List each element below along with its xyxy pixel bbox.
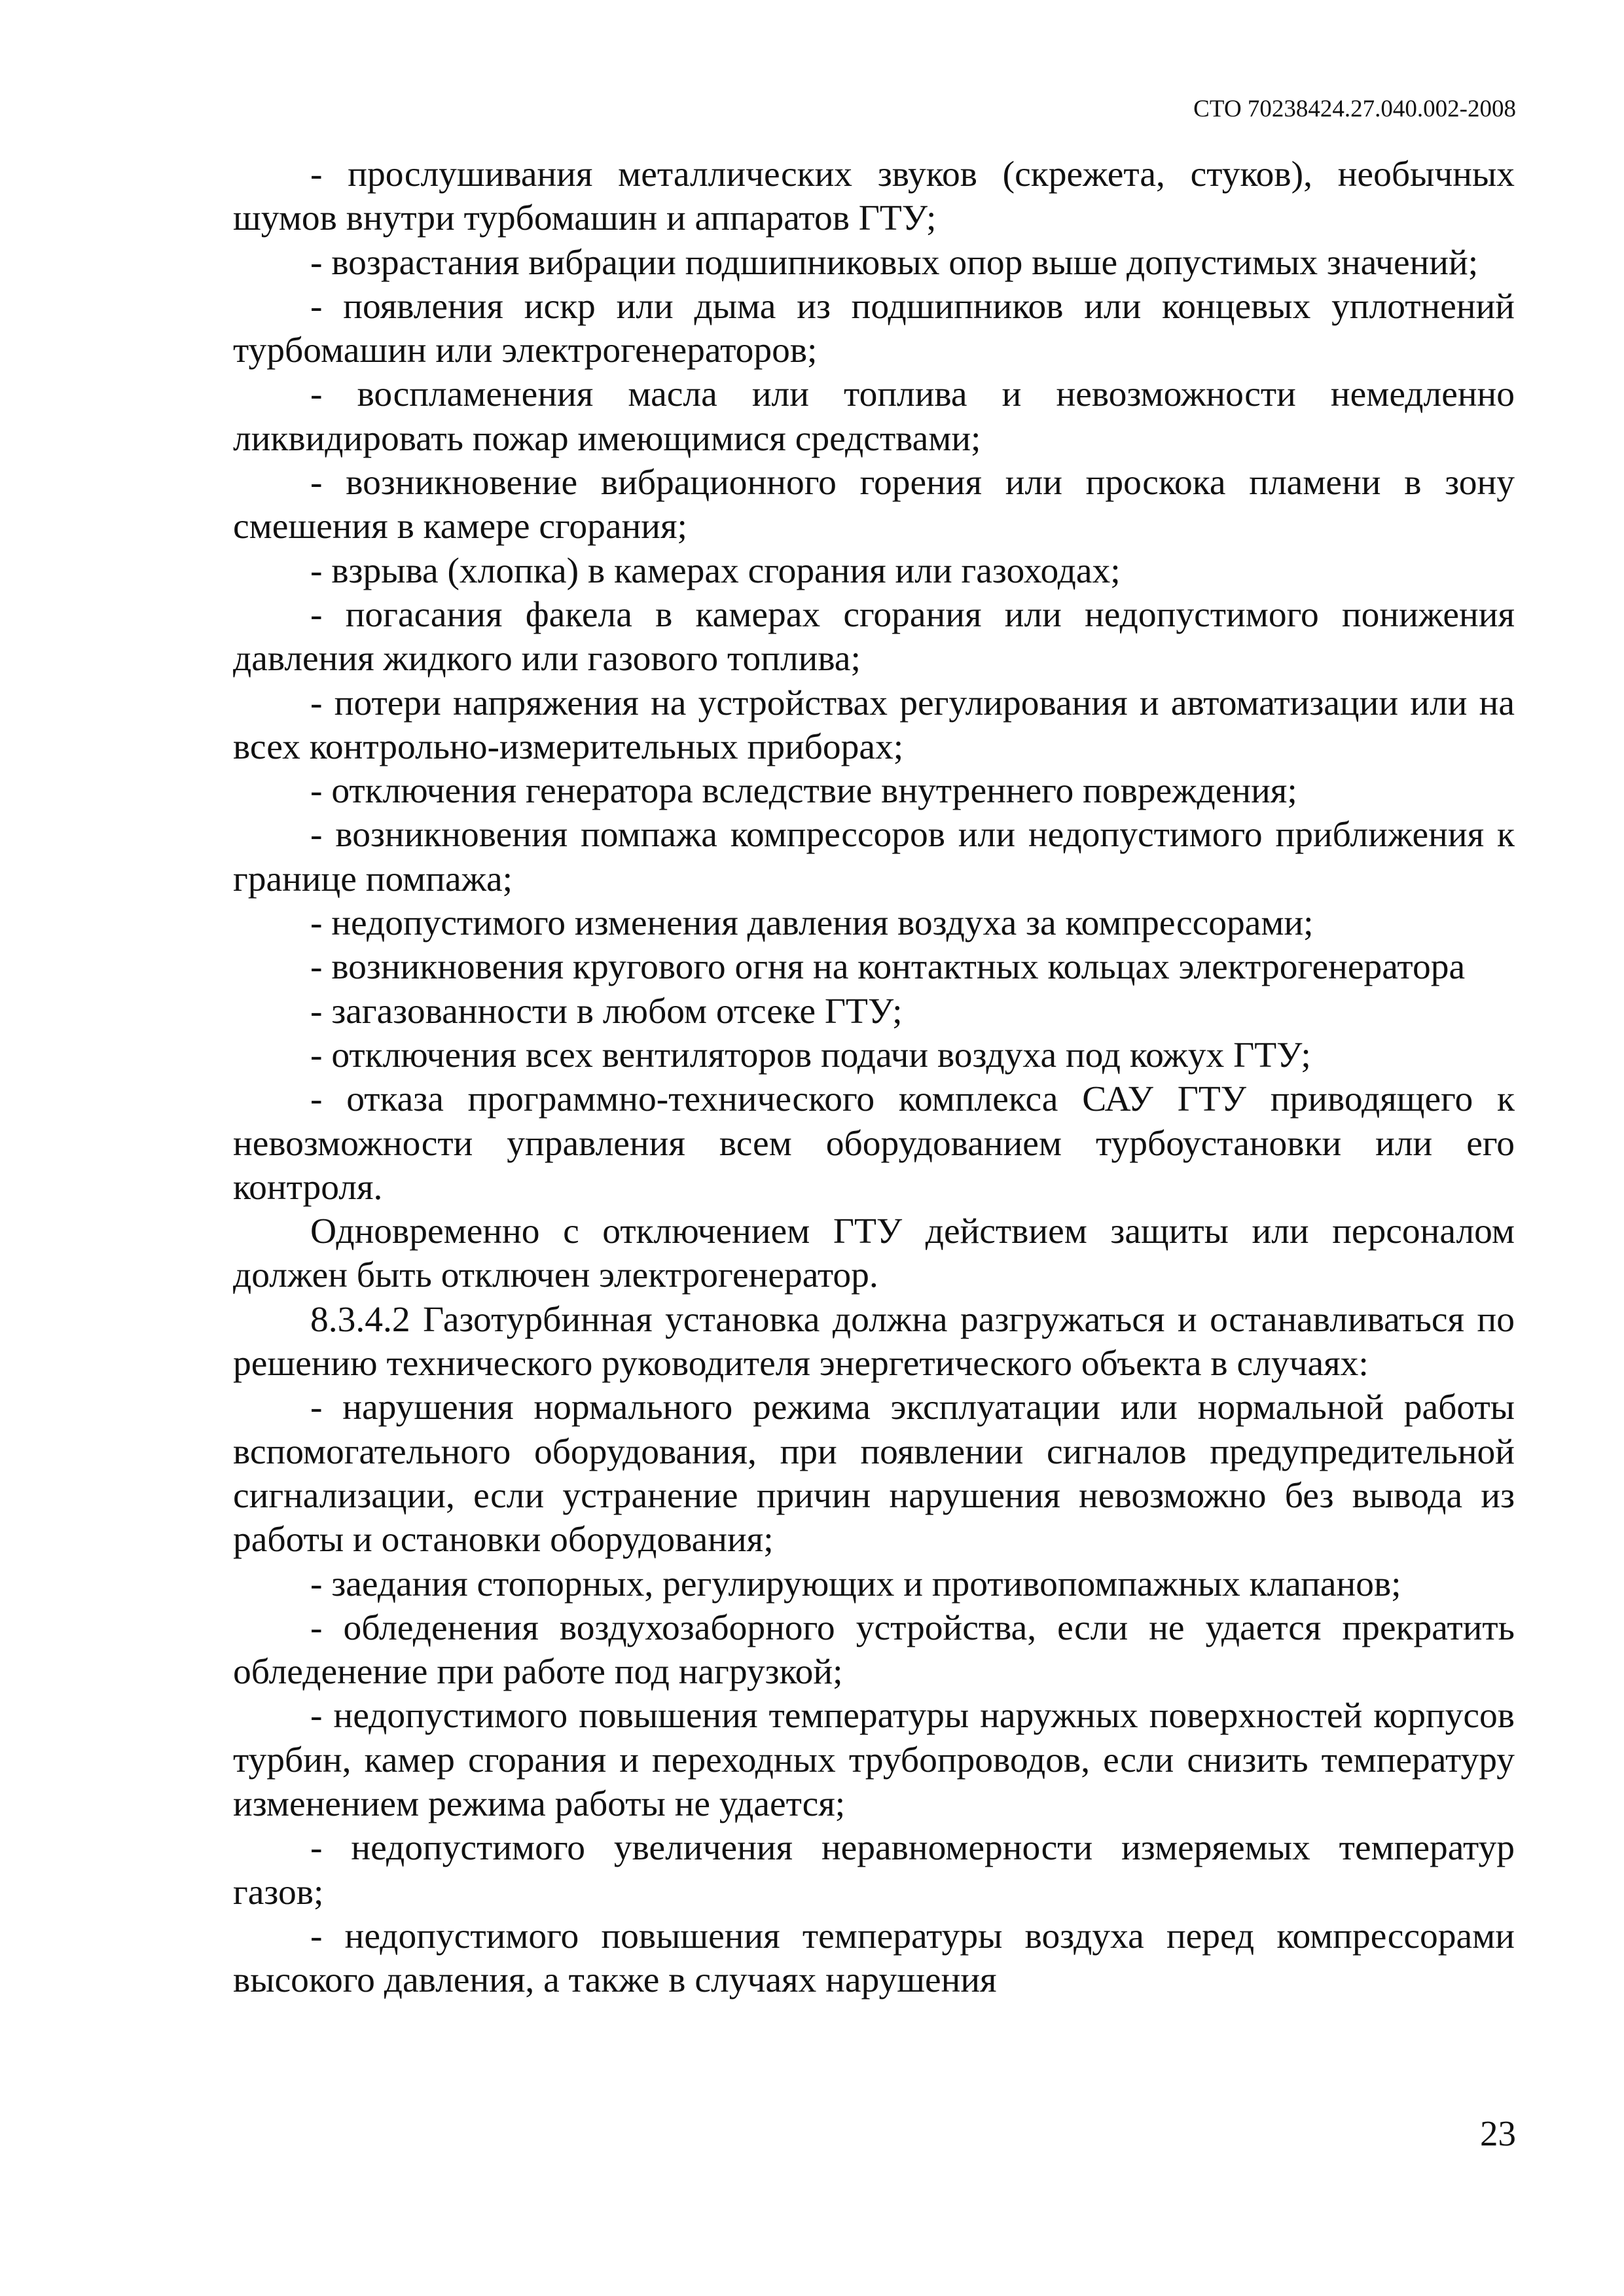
list-item-vibration: - возрастания вибрации подшипниковых опор выше допустимых значений;: [310, 242, 1479, 283]
list-item-ring-fire: - возникновения кругового огня на контактных кольцах электрогенератора: [310, 947, 1466, 988]
list-item-vibration-combustion: - возникновение вибрационного горения или проскока пламени в зону смешения в камере сгорания;: [233, 463, 1515, 547]
paragraph-generator-disconnect: Одновременно с отключением ГТУ действием защиты или персоналом должен быть отключен электрогенератор.: [233, 1211, 1515, 1296]
list-item-compressor-surge: - возникновения помпажа компрессоров или недопустимого приближения к границе помпажа;: [233, 815, 1515, 899]
list-item-valve-seizure: - заедания стопорных, регулирующих и противопомпажных клапанов;: [310, 1564, 1401, 1604]
list-item-flame-out: - погасания факела в камерах сгорания или недопустимого понижения давления жидкого или газового топлива;: [233, 594, 1515, 679]
list-item-air-pressure: - недопустимого изменения давления воздуха за компрессорами;: [310, 903, 1314, 944]
page-body-text: [233, 152, 1515, 2002]
section-8-3-4-2: 8.3.4.2 Газотурбинная установка должна разгружаться и останавливаться по решению технического руководителя энергетического объекта в случаях:: [233, 1299, 1515, 1384]
list-item-temperature-unevenness: - недопустимого увеличения неравномерности измеряемых температур газов;: [233, 1828, 1515, 1912]
list-item-explosion: - взрыва (хлопка) в камерах сгорания или газоходах;: [310, 550, 1121, 591]
list-item-control-failure: - отказа программно-технического комплекса САУ ГТУ приводящего к невозможности управления всем оборудованием турбоустановки или его контроля.: [233, 1079, 1515, 1208]
list-item-generator-trip: - отключения генератора вследствие внутреннего повреждения;: [310, 771, 1297, 812]
list-item-surface-temperature: - недопустимого повышения температуры наружных поверхностей корпусов турбин, камер сгорания и переходных трубопроводов, если снизить температуру изменением режима работы не удается;: [233, 1696, 1515, 1824]
list-item-icing: - обледенения воздухозаборного устройства, если не удается прекратить обледенение при работе под нагрузкой;: [233, 1607, 1515, 1693]
page-number: 23: [1480, 2113, 1516, 2153]
list-item-metal-sounds: - прослушивания металлических звуков (скрежета, стуков), необычных шумов внутри турбомашин и аппаратов ГТУ;: [233, 154, 1515, 239]
document-code-header: СТО 70238424.27.040.002-2008: [1193, 96, 1516, 122]
list-item-gas-contamination: - загазованности в любом отсеке ГТУ;: [310, 991, 903, 1031]
list-item-fans-off: - отключения всех вентиляторов подачи воздуха под кожух ГТУ;: [310, 1035, 1311, 1075]
list-item-operation-violation: - нарушения нормального режима эксплуатации или нормальной работы вспомогательного оборудования, при появлении сигналов предупредительной сигнализации, если устранение причин нарушения невозможно без вывода из работы и остановки оборудования;: [233, 1388, 1515, 1560]
list-item-air-temperature: - недопустимого повышения температуры воздуха перед компрессорами высокого давления, а также в случаях нарушения: [233, 1916, 1515, 2001]
list-item-sparks-smoke: - появления искр или дыма из подшипников или концевых уплотнений турбомашин или электрогенераторов;: [233, 286, 1515, 371]
list-item-oil-ignition: - воспламенения масла или топлива и невозможности немедленно ликвидировать пожар имеющимися средствами;: [233, 374, 1515, 459]
list-item-voltage-loss: - потери напряжения на устройствах регулирования и автоматизации или на всех контрольно-измерительных приборах;: [233, 683, 1515, 767]
